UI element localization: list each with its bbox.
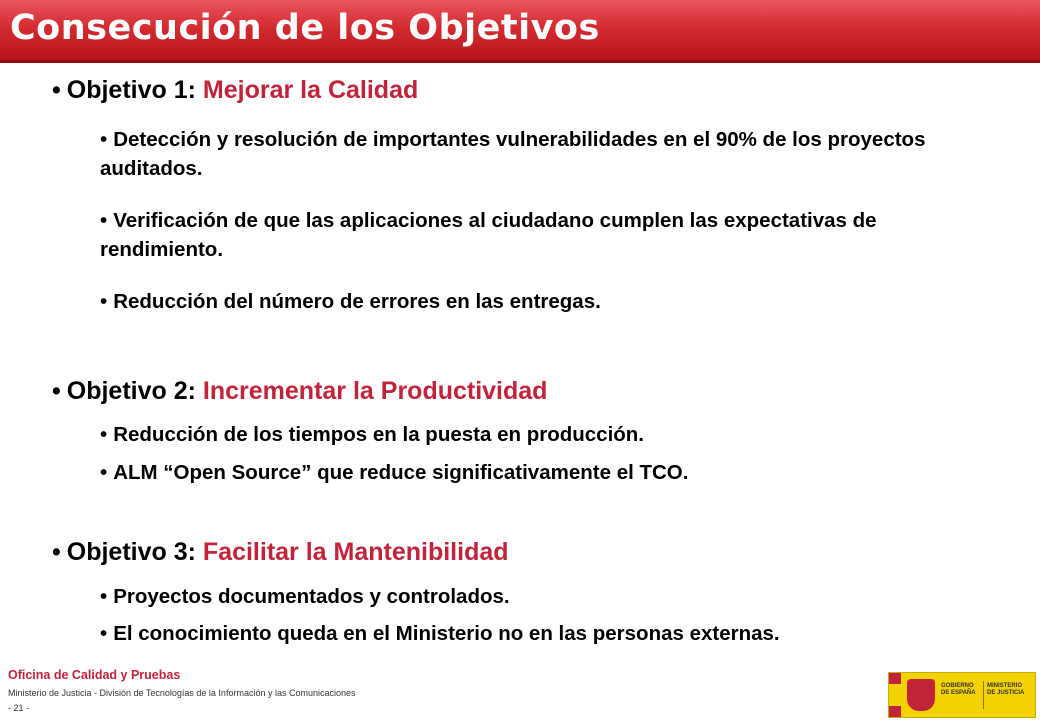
logo-ministry-text: MINISTERIO DE JUSTICIA [987,683,1025,696]
objective-3-item-1: • Proyectos documentados y controlados. [100,585,510,608]
objective-3-heading: • Objetivo 3: Facilitar la Mantenibilidad [52,538,509,566]
footer-ministry: Ministerio de Justicia - División de Tecnologías de la Información y las Comunicaciones [8,688,356,698]
objective-1-item-2: • Verificación de que las aplicaciones al ciudadano cumplen las expectativas de rendimiento. [100,209,877,261]
objective-1-label: Objetivo 1: [66,76,203,104]
slide-title: Consecución de los Objetivos [10,8,600,48]
objective-2-label: Objetivo 2: [66,377,203,405]
objective-2-item-2: • ALM “Open Source” que reduce significativamente el TCO. [100,461,689,484]
objective-3-name: Facilitar la Mantenibilidad [202,538,509,566]
page-number: - 21 - [8,703,30,713]
logo-divider [983,681,984,709]
flag-stripe-icon [889,673,901,717]
objective-1-heading: • Objetivo 1: Mejorar la Calidad [52,76,419,104]
objective-3-item-2: • El conocimiento queda en el Ministerio no en las personas externas. [100,622,780,645]
logo-government-text: GOBIERNO DE ESPAÑA [941,683,976,696]
objective-3-label: Objetivo 3: [66,538,203,566]
objective-2-name: Incrementar la Productividad [202,377,548,405]
objective-1-item-1: • Detección y resolución de importantes vulnerabilidades en el 90% de los proyectos auditados. [100,128,926,180]
objective-2-item-1: • Reducción de los tiempos en la puesta en producción. [100,423,645,446]
footer-office: Oficina de Calidad y Pruebas [8,668,181,682]
objective-2-heading: • Objetivo 2: Incrementar la Productividad [52,377,548,405]
ministry-logo [888,672,1036,718]
coat-of-arms-icon [907,679,935,711]
objective-1-item-3: • Reducción del número de errores en las entregas. [100,290,601,313]
objective-1-name: Mejorar la Calidad [202,76,419,104]
